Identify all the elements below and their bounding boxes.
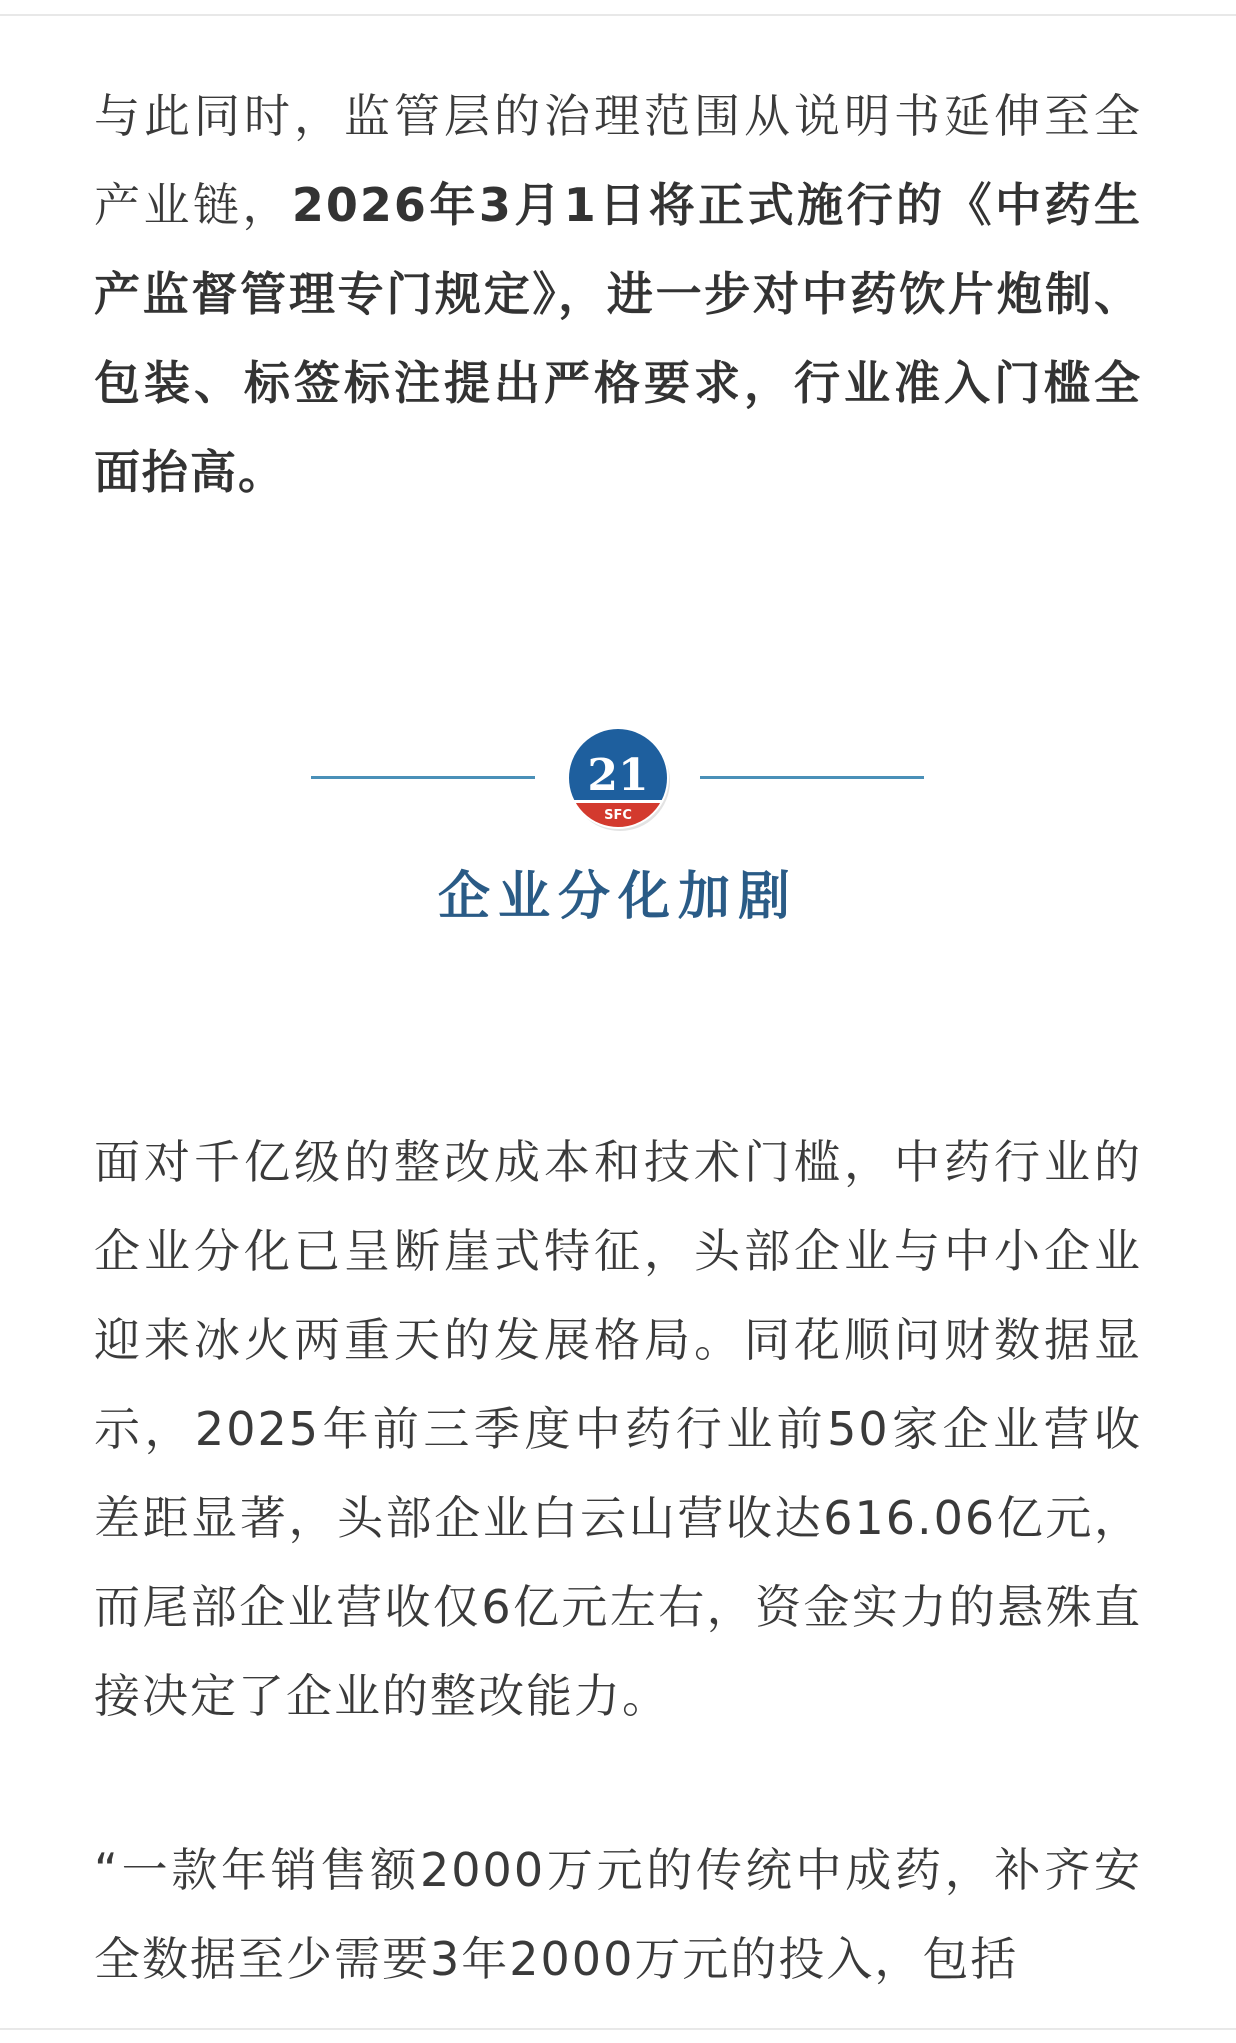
section-rule-left — [311, 776, 535, 779]
paragraph-1-bold: 2026年3月1日将正式施行的《中药生产监督管理专门规定》，进一步对中药饮片炮制、包装、标签标注提出严格要求，行业准入门槛全面抬高。 — [94, 178, 1142, 499]
paragraph-1-plain: 与此同时，监管层的治理范围从说明书延伸至全产业链， — [94, 89, 1142, 232]
badge-sub: SFC — [604, 808, 632, 823]
paragraph-3: “一款年销售额2000万元的传统中成药，补齐安全数据至少需要3年2000万元的投入，包括 — [94, 1843, 1142, 1986]
section-header — [0, 720, 1236, 950]
section-rule-right — [700, 776, 924, 779]
paragraph-1 — [94, 72, 1142, 517]
sfc-21-logo-icon — [564, 726, 672, 834]
section-title: 企业分化加剧 — [437, 867, 798, 927]
top-divider — [0, 0, 1236, 16]
paragraph-2: 面对千亿级的整改成本和技术门槛，中药行业的企业分化已呈断崖式特征，头部企业与中小企业迎来冰火两重天的发展格局。同花顺问财数据显示，2025年前三季度中药行业前50家企业营收差距显著，头部企业白云山营收达616.06亿元，而尾部企业营收仅6亿元左右，资金实力的悬殊直接决定了企业的整改能力。 — [94, 1135, 1142, 1723]
badge-number: 21 — [587, 750, 649, 801]
